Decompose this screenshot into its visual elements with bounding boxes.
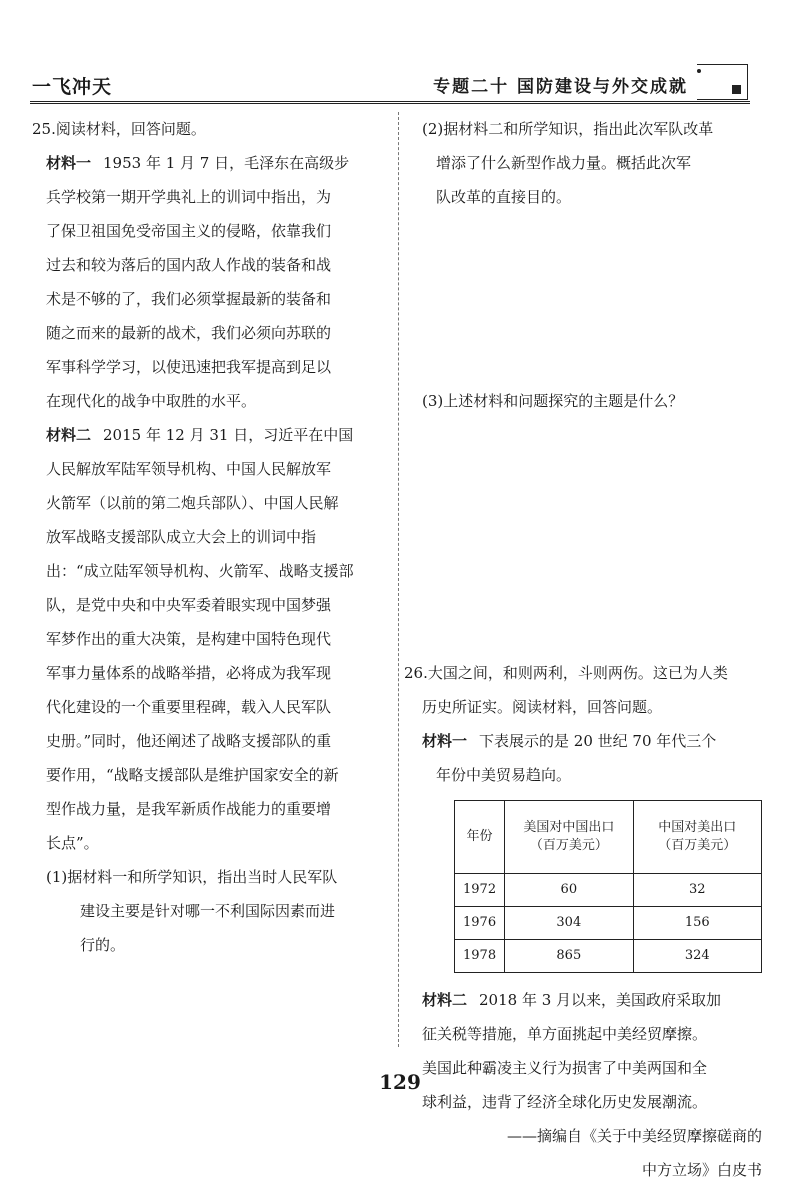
table-cell-us-export: 304 [505, 907, 633, 940]
material-1-line: 材料一 下表展示的是 20 世纪 70 年代三个 [422, 732, 717, 750]
material-1-label: 材料一 [46, 154, 92, 172]
table-cell-cn-export: 324 [633, 940, 761, 973]
material-2-line: 材料二 2015 年 12 月 31 日，习近平在中国 [46, 426, 354, 444]
material-2-line: 军事力量体系的战略举措，必将成为我军现 [46, 664, 332, 682]
sub-question-1: 行的。 [80, 936, 126, 954]
table-cell-year: 1978 [455, 940, 505, 973]
material-2-line: 型作战力量，是我军新质作战能力的重要增 [46, 800, 332, 818]
sub-question-3: (3)上述材料和问题探究的主题是什么？ [422, 392, 684, 410]
material-1-label: 材料一 [422, 732, 468, 750]
material-2-line: 球利益，违背了经济全球化历史发展潮流。 [422, 1093, 708, 1111]
page-header [30, 64, 750, 104]
material-2-line: 放军战略支援部队成立大会上的训词中指 [46, 528, 317, 546]
table-cell-year: 1972 [455, 874, 505, 907]
left-column [32, 112, 382, 962]
table-header-row [455, 801, 762, 874]
table-row [455, 874, 762, 907]
sub-question-1: 建设主要是针对哪一不利国际因素而进 [80, 902, 336, 920]
right-column [404, 112, 762, 1187]
chapter-title: 专题二十 国防建设与外交成就 [433, 77, 688, 97]
material-2-line: 代化建设的一个重要里程碑，载入人民军队 [46, 698, 332, 716]
page-number: 129 [379, 1070, 421, 1094]
material-2-line: 要作用，“战略支援部队是维护国家安全的新 [46, 766, 339, 784]
table-cell-us-export: 865 [505, 940, 633, 973]
material-1-line: 年份中美贸易趋向。 [436, 766, 572, 784]
material-2-line: 长点”。 [46, 834, 99, 852]
source-citation: ——摘编自《关于中美经贸摩擦磋商的 [506, 1127, 762, 1145]
material-2-label: 材料二 [46, 426, 92, 444]
material-2-line: 材料二 2018 年 3 月以来，美国政府采取加 [422, 991, 722, 1009]
material-1-line: 术是不够的了，我们必须掌握最新的装备和 [46, 290, 332, 308]
material-2-line: 队，是党中央和中央军委着眼实现中国梦强 [46, 596, 332, 614]
material-1-line: 兵学校第一期开学典礼上的训词中指出，为 [46, 188, 332, 206]
sub-question-2: 队改革的直接目的。 [436, 188, 572, 206]
question-26-intro: 26.大国之间，和则两利，斗则两伤。这已为人类 [404, 664, 728, 682]
table-cell-cn-export: 156 [633, 907, 761, 940]
material-1-line: 军事科学学习，以使迅速把我军提高到足以 [46, 358, 332, 376]
table-header-cn-export: 中国对美出口 （百万美元） [633, 801, 761, 874]
table-row [455, 907, 762, 940]
material-2-line: 美国此种霸凌主义行为损害了中美两国和全 [422, 1059, 708, 1077]
square-icon [732, 85, 741, 94]
corner-decoration-icon [697, 64, 748, 100]
table-cell-year: 1976 [455, 907, 505, 940]
table-cell-cn-export: 32 [633, 874, 761, 907]
question-26-intro: 历史所证实。阅读材料，回答问题。 [422, 698, 663, 716]
material-2-line: 人民解放军陆军领导机构、中国人民解放军 [46, 460, 332, 478]
sub-question-1: (1)据材料一和所学知识，指出当时人民军队 [46, 868, 338, 886]
table-header-us-export: 美国对中国出口 （百万美元） [505, 801, 633, 874]
material-2-line: 征关税等措施，单方面挑起中美经贸摩擦。 [422, 1025, 708, 1043]
header-rule [30, 101, 750, 104]
material-1-line: 材料一 1953 年 1 月 7 日，毛泽东在高级步 [46, 154, 350, 172]
dot-icon [697, 69, 701, 73]
table-header-year: 年份 [455, 801, 505, 874]
table-cell-us-export: 60 [505, 874, 633, 907]
sub-question-2: 增添了什么新型作战力量。概括此次军 [436, 154, 692, 172]
column-divider [398, 112, 399, 1047]
material-2-label: 材料二 [422, 991, 468, 1009]
sub-question-2: (2)据材料二和所学知识，指出此次军队改革 [422, 120, 714, 138]
table-row [455, 940, 762, 973]
material-2-line: 军梦作出的重大决策，是构建中国特色现代 [46, 630, 332, 648]
question-25-title: 25.阅读材料，回答问题。 [32, 120, 206, 138]
material-1-line: 过去和较为落后的国内敌人作战的装备和战 [46, 256, 332, 274]
material-1-line: 随之而来的最新的战术，我们必须向苏联的 [46, 324, 332, 342]
material-2-line: 史册。”同时，他还阐述了战略支援部队的重 [46, 732, 332, 750]
brand-logo-text: 一飞冲天 [32, 76, 113, 98]
material-1-line: 在现代化的战争中取胜的水平。 [46, 392, 257, 410]
material-1-line: 了保卫祖国免受帝国主义的侵略，依靠我们 [46, 222, 332, 240]
material-2-line: 出：“成立陆军领导机构、火箭军、战略支援部 [46, 562, 354, 580]
material-2-line: 火箭军（以前的第二炮兵部队）、中国人民解 [46, 494, 339, 512]
trade-table [454, 800, 762, 973]
source-citation: 中方立场》白皮书 [641, 1161, 762, 1179]
trade-table-wrapper [454, 800, 762, 973]
